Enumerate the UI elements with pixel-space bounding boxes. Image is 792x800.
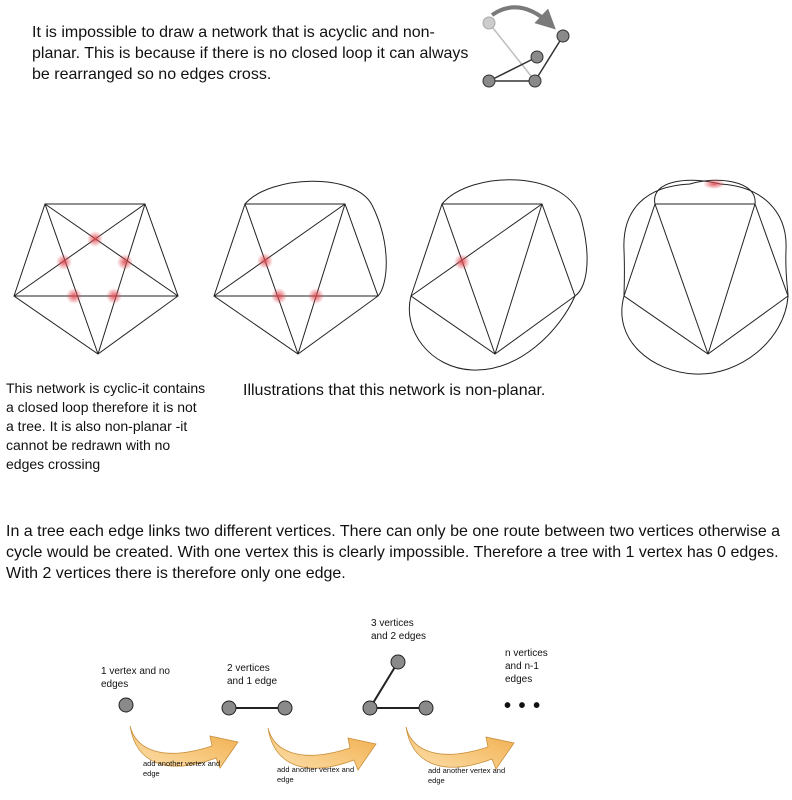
vertex — [531, 51, 543, 63]
crossing-mark — [257, 253, 273, 269]
caption-illustrations: Illustrations that this network is non-planar. — [243, 382, 546, 399]
crossing-mark — [703, 179, 725, 189]
growth-arrow-icon — [406, 727, 514, 769]
vertex — [391, 655, 405, 669]
arrow-label-3: add another vertex and edge — [428, 766, 506, 785]
intro-text: It is impossible to draw a network that is acyclic and non-planar. This is because if there is no closed loop it can always be rearranged so no edges cross. — [32, 24, 469, 84]
stage3-label: 3 vertices and 2 edges — [371, 618, 427, 642]
arrow-label-2: add another vertex and edge — [277, 765, 355, 784]
vertex — [363, 701, 377, 715]
vertex — [557, 30, 569, 42]
tree-paragraph: In a tree each edge links two different vertices. There can only be one route between two vertices otherwise a cycle would be created. With one vertex this is clearly impossible. Therefore a tree with 1 vertex has 0 edges. With 2 vertices there is therefore only one edge. — [6, 523, 781, 582]
move-arrow-icon — [492, 7, 550, 24]
crossing-mark — [117, 254, 133, 270]
crossing-mark — [56, 254, 72, 270]
pentagon-redrawn-1 — [214, 181, 386, 354]
pentagon-redrawn-3 — [622, 180, 788, 374]
crossing-mark — [66, 288, 82, 304]
vertex — [419, 701, 433, 715]
edge — [370, 662, 398, 708]
crossing-mark — [271, 288, 287, 304]
caption-cyclic: This network is cyclic-it contains a closed loop therefore it is not a tree. It is also non-planar -it cannot be redrawn with no edges crossing — [6, 380, 206, 473]
stage1-label: 1 vertex and no edges — [101, 666, 170, 690]
pentagon-redrawn-2 — [409, 180, 587, 370]
vertex — [119, 698, 133, 712]
vertex — [529, 75, 541, 87]
growth-arrow-icon — [268, 728, 376, 770]
acyclic-rearrangement-diagram — [483, 7, 569, 87]
pentagon-pentagram — [14, 204, 178, 354]
stage2-label: 2 vertices and 1 edge — [227, 663, 278, 687]
stage4-label: n vertices and n-1 edges — [505, 648, 548, 685]
crossing-marks-3 — [454, 254, 470, 270]
crossing-mark — [106, 288, 122, 304]
crossing-mark — [454, 254, 470, 270]
vertex — [222, 701, 236, 715]
crossing-marks-1 — [56, 231, 133, 304]
faded-vertex — [483, 17, 495, 29]
ellipsis: • • • — [504, 695, 542, 717]
vertex — [483, 75, 495, 87]
arrow-label-1: add another vertex and edge — [143, 759, 221, 778]
tree-sequence-diagram — [119, 655, 514, 770]
crossing-marks-4 — [703, 179, 725, 189]
crossing-mark — [87, 231, 103, 247]
crossing-mark — [308, 288, 324, 304]
vertex — [278, 701, 292, 715]
